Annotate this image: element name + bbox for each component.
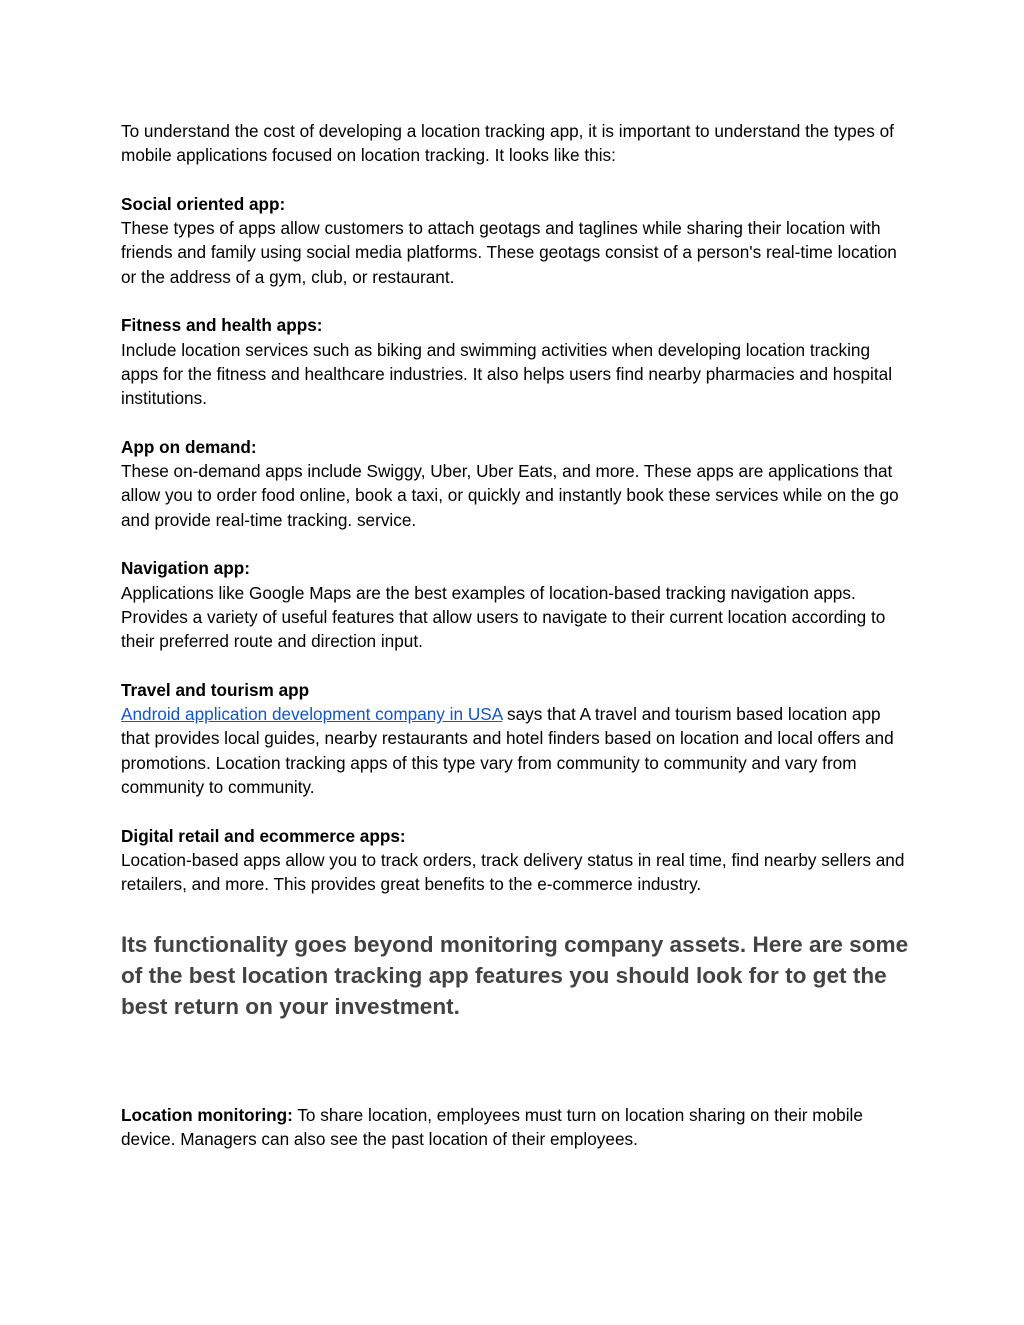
spacer: [121, 289, 911, 313]
section-body-social: These types of apps allow customers to attach geotags and taglines while sharing their location with friends and family using social media platforms. These geotags consist of a person's real-time location or the address of a gym, club, or restaurant.: [121, 218, 897, 287]
section-body-on-demand: These on-demand apps include Swiggy, Uber, Uber Eats, and more. These apps are applications that allow you to order food online, book a taxi, or quickly and instantly book these services while on the go and provide real-time tracking. service.: [121, 461, 899, 530]
spacer: [121, 1022, 911, 1103]
spacer: [121, 168, 911, 192]
section-body-fitness: Include location services such as biking and swimming activities when developing location tracking apps for the fitness and healthcare industries. It also helps users find nearby pharmacies and hospital institutions.: [121, 339, 893, 409]
spacer: [121, 654, 911, 678]
section-title-travel: Travel and tourism app: [121, 679, 310, 700]
android-development-link[interactable]: Android application development company in USA: [121, 704, 503, 725]
section-body-navigation: Applications like Google Maps are the best examples of location-based tracking navigation apps. Provides a variety of useful features that allow users to navigate to their current location according to their preferred route and direction input.: [121, 582, 886, 652]
section-title-social: Social oriented app:: [121, 193, 286, 214]
section-title-fitness: Fitness and health apps:: [121, 315, 323, 336]
document-page: [121, 119, 911, 1151]
intro-paragraph: To understand the cost of developing a location tracking app, it is important to understand the types of mobile applications focused on location tracking. It looks like this:: [121, 121, 894, 166]
section-body-travel: [121, 702, 911, 799]
section-body-retail: Location-based apps allow you to track orders, track delivery status in real time, find nearby sellers and retailers, and more. This provides great benefits to the e-commerce industry.: [121, 849, 905, 895]
spacer: [121, 799, 911, 823]
features-heading: Its functionality goes beyond monitoring company assets. Here are some of the best location tracking app features you should look for to get the best return on your investment.: [121, 931, 909, 1019]
location-monitoring-title: Location monitoring:: [121, 1104, 293, 1125]
section-title-navigation: Navigation app:: [121, 558, 250, 579]
location-monitoring-body: To share location, employees must turn on location sharing on their mobile device. Managers can also see the past location of their employees.: [121, 1104, 868, 1149]
location-monitoring-paragraph: [121, 1103, 911, 1152]
section-title-retail: Digital retail and ecommerce apps:: [121, 825, 406, 846]
section-title-on-demand: App on demand:: [121, 436, 257, 457]
spacer: [121, 532, 911, 556]
travel-body-text: says that A travel and tourism based location app that provides local guides, nearby restaurants and hotel finders based on location and local offers and promotions. Location tracking apps of this type vary from community to community and vary from community to community.: [121, 704, 899, 798]
spacer: [121, 411, 911, 435]
